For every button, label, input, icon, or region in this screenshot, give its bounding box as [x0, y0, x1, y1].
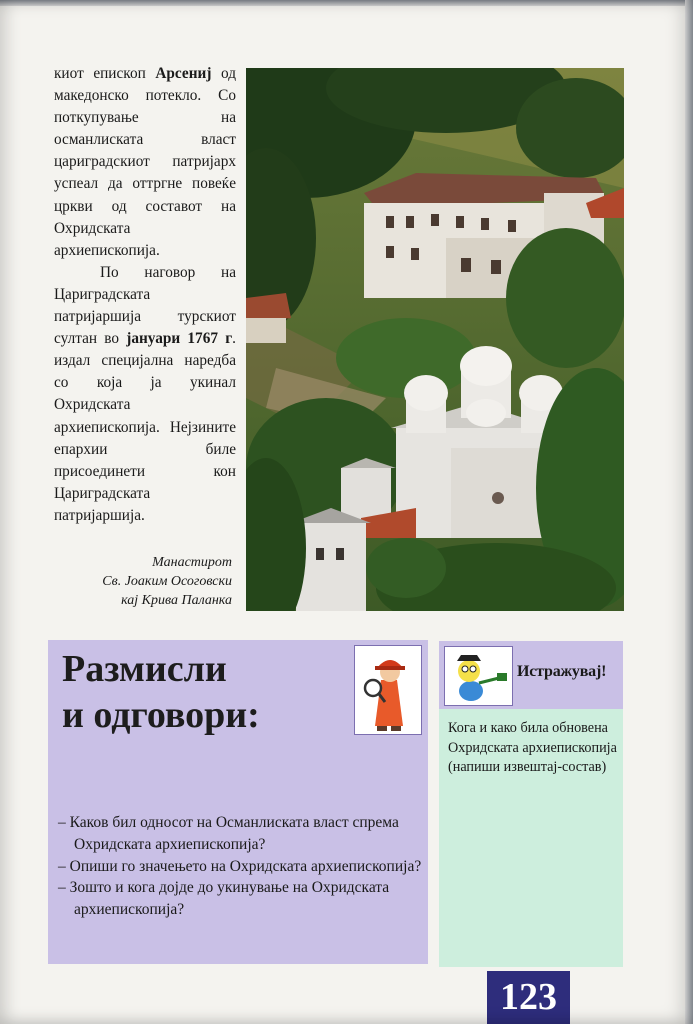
page-number: 123 — [487, 971, 570, 1024]
paragraph-2: По наговор на Цариградската патријаршија турскиот султан во јануари 1767 г. издал специјална наредба со која ја укинал Охридската архиепископија. Нејзините епархии биле присоединети кон Цариградската патријаршија. — [54, 263, 236, 524]
name-arsenij: Арсениј — [155, 65, 212, 82]
monastery-illustration — [246, 68, 624, 611]
page-right-edge — [685, 0, 693, 1024]
detective-magnifier-icon — [354, 645, 422, 735]
researcher-character-icon — [444, 646, 513, 706]
page-top-edge — [0, 0, 693, 6]
question-item: – Каков бил односот на Османлиската власт спрема Охридската архиепископија? — [58, 814, 399, 853]
monastery-photo — [246, 68, 624, 611]
explore-header — [439, 641, 623, 709]
body-text — [54, 63, 236, 527]
photo-caption: Манастирот Св. Јоаким Осоговски кај Крива Паланка — [102, 555, 232, 608]
date-january-1767: јануари 1767 г — [126, 330, 233, 348]
question-item: – Зошто и кога дојде до укинување на Охридската архиепископија? — [58, 879, 390, 919]
question-item: – Опиши го значењето на Охридската архиепископија? — [58, 857, 422, 875]
explore-label: Истражувај! — [517, 663, 607, 680]
think-and-answer-box: Размисли и одговори: – Каков бил односот на Османлиската власт спрема Охридската архиепископија? – Опиши го значењето на Охридската архиепископија? – Зошто и кога дојде до укинување на Охридската архиепископија? — [48, 640, 428, 964]
paragraph-1: киот епископ Арсениј од македонско потекло. Со поткупување на османлиската власт цариградскиот патријарх успеал да оттргне повеќе цркви од составот на Охридската архиепископија. — [54, 65, 236, 259]
questions-list — [58, 812, 424, 921]
explore-box — [439, 641, 623, 967]
explore-task-text: Кога и како била обновена Охридската архиепископија (напиши извештај-состав) — [448, 720, 617, 775]
